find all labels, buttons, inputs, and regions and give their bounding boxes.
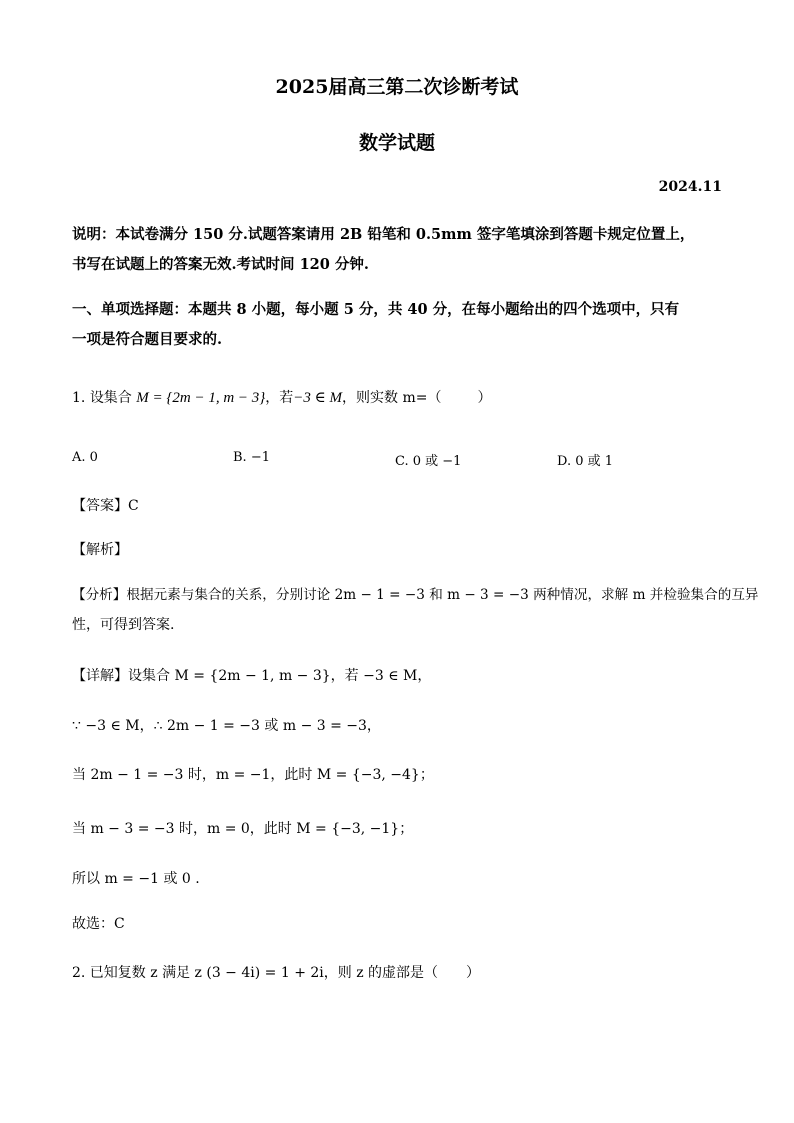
analysis-line-2: 性，可得到答案. bbox=[72, 617, 175, 633]
exam-date: 2024.11 bbox=[658, 179, 722, 195]
instructions-line-1: 说明：本试卷满分 150 分.试题答案请用 2B 铅笔和 0.5mm 签字笔填涂到答题卡规定位置上， bbox=[72, 226, 695, 243]
question-1-set-expression: M = {2m − 1, m − 3} bbox=[136, 390, 266, 406]
detail-line-3: 当 2m − 1 = −3 时，m = −1，此时 M = {−3, −4}； bbox=[72, 767, 434, 783]
question-1-text-c: ，则实数 m=（ bbox=[342, 390, 442, 406]
option-b: B. −1 bbox=[233, 450, 270, 465]
question-1-text-a: 设集合 bbox=[89, 390, 132, 406]
detail-line-5: 所以 m = −1 或 0 . bbox=[72, 871, 200, 887]
question-1-text-b: ，若 bbox=[265, 390, 294, 406]
detail-line-1: 【详解】设集合 M = {2m − 1, m − 3}，若 −3 ∈ M， bbox=[72, 668, 432, 684]
exam-subject: 数学试题 bbox=[358, 132, 435, 154]
detail-line-4: 当 m − 3 = −3 时，m = 0，此时 M = {−3, −1}； bbox=[72, 821, 414, 837]
question-1-text-d: ） bbox=[477, 390, 492, 406]
section-heading-line-2: 一项是符合题目要求的. bbox=[72, 331, 223, 348]
analysis-line-1: 【分析】根据元素与集合的关系，分别讨论 2m − 1 = −3 和 m − 3 = −3 两种情况，求解 m 并检验集合的互异 bbox=[72, 587, 759, 603]
option-a: A. 0 bbox=[72, 450, 98, 465]
question-1-stem bbox=[72, 387, 492, 407]
option-d: D. 0 或 1 bbox=[557, 454, 614, 469]
detail-line-2: ∵ −3 ∈ M，∴ 2m − 1 = −3 或 m − 3 = −3， bbox=[72, 718, 381, 734]
question-1-condition: −3 ∈ M bbox=[293, 390, 343, 406]
section-heading-line-1: 一、单项选择题：本题共 8 小题，每小题 5 分，共 40 分，在每小题给出的四个选项中，只有 bbox=[72, 301, 680, 318]
instructions-line-2: 书写在试题上的答案无效.考试时间 120 分钟. bbox=[72, 256, 369, 273]
answer-label: 【答案】C bbox=[72, 498, 139, 514]
question-1-number: 1. bbox=[72, 390, 86, 406]
choice-line: 故选：C bbox=[72, 916, 125, 932]
exam-title: 2025届高三第二次诊断考试 bbox=[275, 76, 519, 98]
question-2-stem: 2. 已知复数 z 满足 z (3 − 4i) = 1 + 2i，则 z 的虚部是（ ） bbox=[72, 965, 481, 981]
analysis-label: 【解析】 bbox=[72, 542, 128, 558]
option-c: C. 0 或 −1 bbox=[395, 454, 462, 469]
